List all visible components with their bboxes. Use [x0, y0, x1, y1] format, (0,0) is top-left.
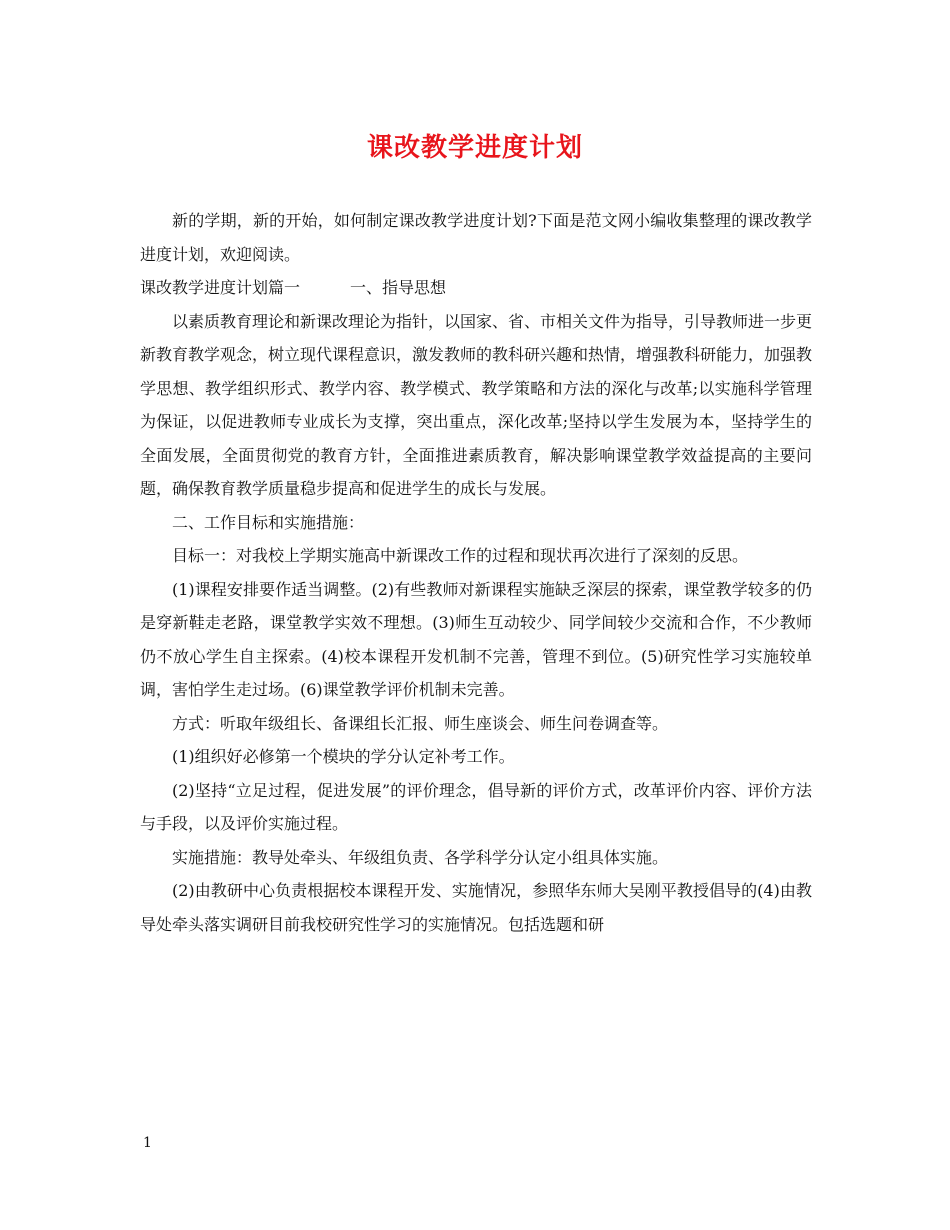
intro-paragraph: 新的学期，新的开始，如何制定课改教学进度计划?下面是范文网小编收集整理的课改教学进度计划，欢迎阅读。	[140, 211, 812, 264]
problems-list-paragraph: (1)课程安排要作适当调整。(2)有些教师对新课程实施缺乏深层的探索，课堂教学较多的仍是穿新鞋走老路，课堂教学实效不理想。(3)师生互动较少、同学间较少交流和合作，不少教师仍不放心学生自主探索。(4)校本课程开发机制不完善，管理不到位。(5)研究性学习实施较单调，害怕学生走过场。(6)课堂教学评价机制未完善。	[140, 579, 812, 699]
section-heading-line	[140, 271, 812, 305]
guiding-ideology-paragraph: 以素质教育理论和新课改理论为指针，以国家、省、市相关文件为指导，引导教师进一步更新教育教学观念，树立现代课程意识，激发教师的教科研兴趣和热情，增强教科研能力，加强教学思想、教学组织形式、教学内容、教学模式、教学策略和方法的深化与改革;以实施科学管理为保证，以促进教师专业成长为支撑，突出重点，深化改革;坚持以学生发展为本，坚持学生的全面发展，全面贯彻党的教育方针，全面推进素质教育，解决影响课堂教学效益提高的主要问题，确保教育教学质量稳步提高和促进学生的成长与发展。	[140, 311, 813, 498]
page-number: 1	[143, 1135, 152, 1151]
implementation-measures-paragraph: 实施措施：教导处牵头、年级组负责、各学科学分认定小组具体实施。	[172, 847, 669, 867]
makeup-exam-paragraph: (1)组织好必修第一个模块的学分认定补考工作。	[172, 747, 515, 766]
section-heading: 一、指导思想	[350, 278, 447, 297]
goal-one-paragraph: 目标一：对我校上学期实施高中新课改工作的过程和现状再次进行了深刻的反思。	[172, 546, 749, 565]
research-center-paragraph: (2)由教研中心负责根据校本课程开发、实施情况，参照华东师大吴刚平教授倡导的(4)由教导处牵头落实调研目前我校研究性学习的实施情况。包括选题和研	[140, 881, 812, 934]
section-label: 课改教学进度计划篇一	[140, 278, 301, 297]
document-title: 课改教学进度计划	[366, 133, 583, 163]
method-paragraph: 方式：听取年级组长、备课组长汇报、师生座谈会、师生问卷调查等。	[172, 713, 669, 733]
evaluation-concept-paragraph: (2)坚持“立足过程，促进发展”的评价理念，倡导新的评价方式，改革评价内容、评价方法与手段，以及评价实施过程。	[140, 780, 812, 833]
work-goals-heading: 二、工作目标和实施措施：	[172, 512, 365, 532]
document-body	[140, 204, 812, 941]
